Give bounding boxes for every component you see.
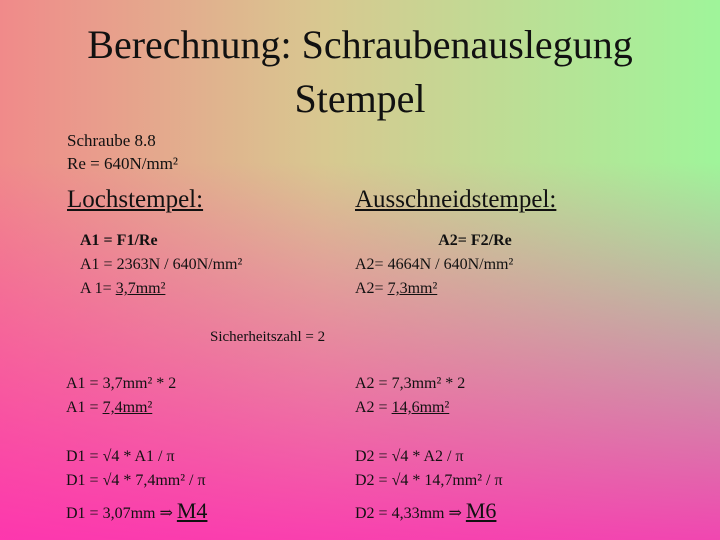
right-safety-calc: A2 = 7,3mm² * 2 bbox=[355, 375, 466, 392]
screw-grade: Schraube 8.8 bbox=[67, 131, 156, 150]
right-result-prefix: A2= bbox=[355, 280, 388, 297]
right-diameter-value: D2 = 4,33mm ⇒ bbox=[355, 505, 466, 522]
left-safety-result bbox=[66, 397, 152, 419]
right-diameter-formula: D2 = √4 * A2 / π bbox=[355, 448, 464, 465]
left-result-prefix: A 1= bbox=[80, 280, 116, 297]
safety-factor: Sicherheitszahl = 2 bbox=[210, 329, 326, 345]
right-calc: A2= 4664N / 640N/mm² bbox=[355, 256, 514, 273]
left-result bbox=[80, 278, 165, 300]
left-safety-calc: A1 = 3,7mm² * 2 bbox=[66, 375, 177, 392]
title-line-2: Stempel bbox=[294, 76, 426, 121]
right-diameter-result bbox=[355, 500, 496, 525]
left-screw-size: M4 bbox=[176, 498, 208, 523]
right-diameter-calc: D2 = √4 * 14,7mm² / π bbox=[355, 472, 503, 489]
left-calc: A1 = 2363N / 640N/mm² bbox=[80, 256, 243, 273]
left-diameter-calc: D1 = √4 * 7,4mm² / π bbox=[66, 472, 206, 489]
left-safety-value: 7,4mm² bbox=[102, 399, 153, 416]
left-diameter-formula: D1 = √4 * A1 / π bbox=[66, 448, 175, 465]
right-result bbox=[355, 278, 437, 300]
right-screw-size: M6 bbox=[465, 498, 497, 523]
heading-ausschneidstempel: Ausschneidstempel: bbox=[355, 186, 557, 213]
left-formula: A1 = F1/Re bbox=[80, 232, 158, 249]
left-diameter-result bbox=[66, 500, 207, 525]
right-formula: A2= F2/Re bbox=[438, 232, 512, 249]
left-safety-prefix: A1 = bbox=[66, 399, 103, 416]
left-diameter-value: D1 = 3,07mm ⇒ bbox=[66, 505, 177, 522]
right-result-value: 7,3mm² bbox=[387, 280, 438, 297]
title-line-1: Berechnung: Schraubenauslegung bbox=[87, 22, 633, 67]
left-result-value: 3,7mm² bbox=[115, 280, 166, 297]
right-safety-value: 14,6mm² bbox=[391, 399, 450, 416]
right-safety-result bbox=[355, 397, 449, 419]
heading-lochstempel: Lochstempel: bbox=[67, 186, 204, 213]
right-safety-prefix: A2 = bbox=[355, 399, 392, 416]
yield-strength: Re = 640N/mm² bbox=[67, 154, 179, 173]
